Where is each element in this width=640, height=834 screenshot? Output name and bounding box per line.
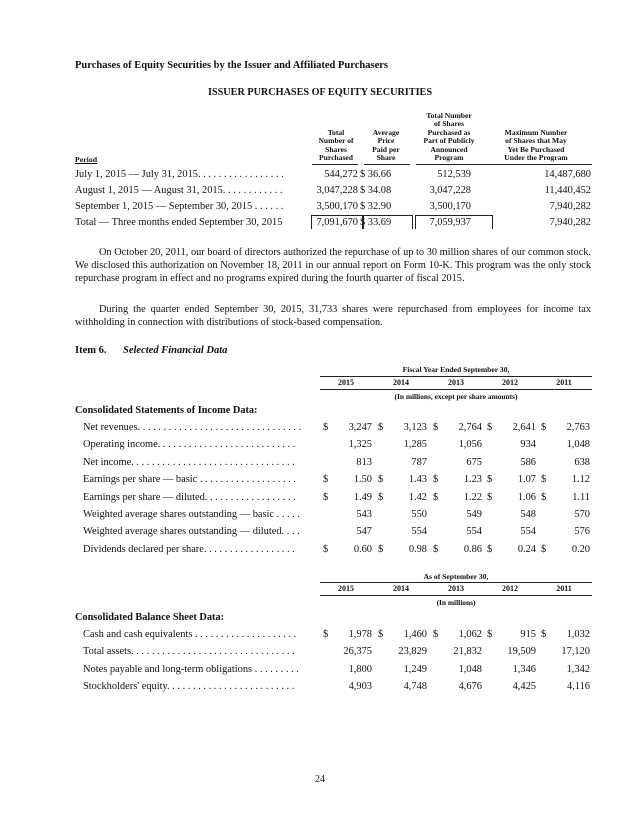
year-header: 2015 [338, 584, 354, 593]
row-label: Weighted average shares outstanding — diluted. . . . [83, 526, 300, 538]
value-cell: 934 [520, 439, 536, 451]
total-shares: 544,272 [324, 169, 358, 180]
table-row [75, 663, 592, 676]
dollar-sign: $ [541, 629, 547, 640]
year-header: 2014 [393, 584, 409, 593]
paragraph-quarter-repurchases: During the quarter ended September 30, 2015, 31,733 shares were repurchased from employees for income tax withholding in connection with distributions of stock-based compensation. [75, 304, 591, 329]
value-cell: 3,247 [348, 422, 372, 433]
value-cell: 26,375 [343, 646, 372, 658]
dollar-sign: $ [487, 543, 493, 555]
value-cell: 1,978 [348, 629, 372, 640]
year-header: 2013 [448, 378, 464, 387]
dollar-sign: $ [323, 422, 329, 433]
header-line: Total [327, 128, 345, 137]
value-cell: 1.11 [572, 491, 590, 503]
table-row [75, 508, 592, 521]
year-header: 2011 [556, 378, 572, 387]
value-cell: 1.07 [517, 474, 536, 486]
value-cell: 4,903 [348, 681, 372, 693]
value-cell: 787 [411, 456, 427, 468]
dollar-sign: $ [378, 474, 384, 486]
value-cell: 554 [520, 526, 536, 538]
value-cell: 0.24 [517, 543, 536, 555]
dollar-sign: $ [378, 629, 384, 640]
value-cell: 1,249 [403, 663, 427, 675]
value-cell: 915 [520, 629, 536, 640]
value-cell: 1,346 [512, 663, 536, 675]
value-cell: 638 [574, 456, 590, 468]
col-header-period: Period [75, 155, 98, 164]
value-cell: 4,425 [512, 681, 536, 693]
maximum-shares: 7,940,282 [549, 217, 591, 228]
value-cell: 1,062 [458, 629, 482, 640]
year-header: 2015 [338, 378, 354, 387]
header-line: Price [377, 136, 395, 146]
value-cell: 0.20 [571, 543, 590, 555]
value-cell: 2,763 [566, 422, 590, 433]
value-cell: 1.12 [571, 474, 590, 486]
value-cell: 1,342 [566, 663, 590, 675]
value-cell: 1.50 [353, 474, 372, 486]
header-line: of Shares that May [505, 136, 567, 146]
row-label: Weighted average shares outstanding — basic . . . . . [83, 509, 301, 520]
dollar-sign: $ [433, 629, 439, 640]
value-cell: 570 [574, 509, 590, 520]
value-cell: 4,116 [567, 681, 590, 693]
item-6-title: Selected Financial Data [123, 345, 228, 356]
value-cell: 548 [520, 509, 536, 520]
row-label: September 1, 2015 — September 30, 2015 . . . . . . [75, 201, 284, 212]
header-line: Maximum Number [504, 128, 568, 137]
year-header: 2012 [502, 378, 518, 387]
section-title: Purchases of Equity Securities by the Issuer and Affiliated Purchasers [75, 60, 388, 71]
table-row [75, 200, 592, 213]
value-cell: 1.06 [517, 491, 536, 503]
header-line: of Shares [433, 119, 465, 129]
dollar-sign: $ [323, 474, 329, 486]
value-cell: 543 [356, 509, 372, 520]
header-line: Purchased as [427, 127, 471, 137]
year-header: 2011 [556, 584, 572, 593]
table-row [75, 421, 592, 434]
row-label: Notes payable and long-term obligations . . . . . . . . . [83, 663, 299, 675]
value-cell: 1.49 [353, 491, 372, 503]
header-line: Program [434, 153, 464, 163]
total-box-average [363, 215, 413, 229]
table-row [75, 628, 592, 641]
value-cell: 0.98 [408, 543, 427, 555]
page-number: 24 [315, 774, 325, 785]
average-price: $ 32.90 [360, 201, 392, 212]
row-label: August 1, 2015 — August 31, 2015. . . . . . . . . . . . [75, 185, 283, 196]
value-cell: 2,764 [458, 422, 482, 433]
header-line: Share [376, 153, 396, 163]
value-cell: 1,056 [458, 439, 482, 451]
value-cell: 1.22 [463, 491, 482, 503]
dollar-sign: $ [487, 422, 493, 433]
dollar-sign: $ [433, 491, 439, 503]
table-row [75, 680, 592, 693]
dollar-sign: $ [378, 422, 384, 433]
dollar-sign: $ [433, 543, 439, 555]
value-cell: 1,032 [566, 629, 590, 640]
income-units: (In millions, except per share amounts) [394, 392, 518, 401]
average-price: $ 36.66 [360, 169, 392, 180]
header-line: Under the Program [504, 153, 568, 163]
value-cell: 17,120 [561, 646, 590, 658]
value-cell: 1.42 [408, 491, 427, 503]
maximum-shares: 14,487,680 [544, 169, 591, 180]
announced-shares: 7,059,937 [429, 217, 471, 228]
total-shares: 3,500,170 [316, 201, 358, 212]
value-cell: 2,641 [512, 422, 536, 433]
value-cell: 554 [466, 526, 482, 538]
value-cell: 586 [520, 456, 536, 468]
income-period-header: Fiscal Year Ended September 30, [402, 365, 510, 374]
row-label: Earnings per share — diluted. . . . . . . . . . . . . . . . . . [83, 491, 296, 503]
col-header-maximum [480, 129, 592, 163]
average-price: $ 33.69 [360, 217, 392, 228]
value-cell: 1,460 [403, 629, 427, 640]
col-header-announced [410, 112, 488, 162]
table-row [75, 543, 592, 556]
dollar-sign: $ [541, 474, 547, 486]
total-box-announced [415, 215, 493, 229]
row-label: Net income. . . . . . . . . . . . . . . . . . . . . . . . . . . . . . . . [83, 456, 295, 468]
header-line: Average [372, 128, 400, 137]
dollar-sign: $ [433, 422, 439, 433]
balance-section-label: Consolidated Balance Sheet Data: [75, 612, 225, 623]
table-row [75, 473, 592, 486]
header-line: Announced [430, 144, 468, 154]
value-cell: 547 [356, 526, 372, 538]
value-cell: 23,829 [398, 646, 427, 658]
value-cell: 554 [411, 526, 427, 538]
value-cell: 1,048 [458, 663, 482, 675]
row-label: Total — Three months ended September 30, 2015 [75, 217, 283, 228]
dollar-sign: $ [541, 543, 547, 555]
table-row [75, 438, 592, 451]
value-cell: 1,285 [403, 439, 427, 451]
maximum-shares: 11,440,452 [544, 185, 591, 196]
dollar-sign: $ [323, 543, 329, 555]
value-cell: 4,748 [403, 681, 427, 693]
balance-units: (In millions) [436, 598, 476, 607]
table-row [75, 645, 592, 658]
value-cell: 1.23 [463, 474, 482, 486]
value-cell: 4,676 [458, 681, 482, 693]
total-shares: 7,091,670 [316, 217, 358, 228]
value-cell: 549 [466, 509, 482, 520]
header-line: Purchased [318, 153, 354, 163]
col-header-total [312, 129, 360, 163]
row-label: July 1, 2015 — July 31, 2015. . . . . . . . . . . . . . . . . [75, 169, 284, 180]
announced-shares: 3,500,170 [429, 201, 471, 212]
dollar-sign: $ [323, 629, 329, 640]
table-row [75, 168, 592, 181]
value-cell: 0.60 [353, 543, 372, 555]
value-cell: 576 [574, 526, 590, 538]
announced-shares: 3,047,228 [429, 185, 471, 196]
row-label: Net revenues. . . . . . . . . . . . . . . . . . . . . . . . . . . . . . . . [83, 422, 302, 433]
balance-period-header: As of September 30, [423, 572, 489, 581]
value-cell: 0.86 [463, 543, 482, 555]
table-row [75, 525, 592, 538]
header-line: Paid per [372, 144, 400, 154]
paragraph-repurchase-authorization: On October 20, 2011, our board of directors authorized the repurchase of up to 30 million shares of our common stock. We disclosed this authorization on November 18, 2011 in our annual report on Form 10-K. This program was the only stock repurchase program in effect and no programs expired during the fourth quarter of fiscal 2015. [75, 247, 591, 285]
issuer-table-title: ISSUER PURCHASES OF EQUITY SECURITIES [208, 87, 432, 98]
value-cell: 813 [356, 456, 372, 468]
income-section-label: Consolidated Statements of Income Data: [75, 405, 258, 416]
row-label: Cash and cash equivalents . . . . . . . . . . . . . . . . . . . . [83, 629, 297, 640]
item-6-number: Item 6. [75, 345, 107, 356]
header-line: Total Number [426, 111, 472, 120]
value-cell: 675 [466, 456, 482, 468]
value-cell: 1,325 [348, 439, 372, 451]
row-label: Dividends declared per share. . . . . . . . . . . . . . . . . . [83, 543, 295, 555]
total-shares: 3,047,228 [316, 185, 358, 196]
table-row [75, 456, 592, 469]
dollar-sign: $ [487, 491, 493, 503]
row-label: Stockholders' equity. . . . . . . . . . . . . . . . . . . . . . . . . [83, 681, 295, 693]
year-header: 2012 [502, 584, 518, 593]
value-cell: 21,832 [453, 646, 482, 658]
header-line: Number of [318, 136, 354, 146]
table-row [75, 184, 592, 197]
year-header: 2013 [448, 584, 464, 593]
table-row [75, 491, 592, 504]
dollar-sign: $ [378, 491, 384, 503]
col-header-average-price [362, 129, 410, 163]
average-price: $ 34.08 [360, 185, 392, 196]
dollar-sign: $ [323, 491, 329, 503]
value-cell: 1.43 [408, 474, 427, 486]
dollar-sign: $ [541, 422, 547, 433]
header-line: Yet Be Purchased [507, 144, 565, 154]
value-cell: 1,048 [566, 439, 590, 451]
dollar-sign: $ [541, 491, 547, 503]
year-header: 2014 [393, 378, 409, 387]
dollar-sign: $ [433, 474, 439, 486]
value-cell: 1,800 [348, 663, 372, 675]
row-label: Operating income. . . . . . . . . . . . . . . . . . . . . . . . . . . [83, 439, 296, 451]
value-cell: 3,123 [403, 422, 427, 433]
dollar-sign: $ [378, 543, 384, 555]
value-cell: 550 [411, 509, 427, 520]
dollar-sign: $ [487, 474, 493, 486]
announced-shares: 512,539 [437, 169, 471, 180]
dollar-sign: $ [487, 629, 493, 640]
header-line: Part of Publicly [423, 136, 475, 146]
value-cell: 19,509 [507, 646, 536, 658]
row-label: Earnings per share — basic . . . . . . . . . . . . . . . . . . . [83, 474, 296, 486]
header-line: Shares [325, 144, 347, 154]
row-label: Total assets. . . . . . . . . . . . . . . . . . . . . . . . . . . . . . . . [83, 646, 295, 658]
maximum-shares: 7,940,282 [549, 201, 591, 212]
